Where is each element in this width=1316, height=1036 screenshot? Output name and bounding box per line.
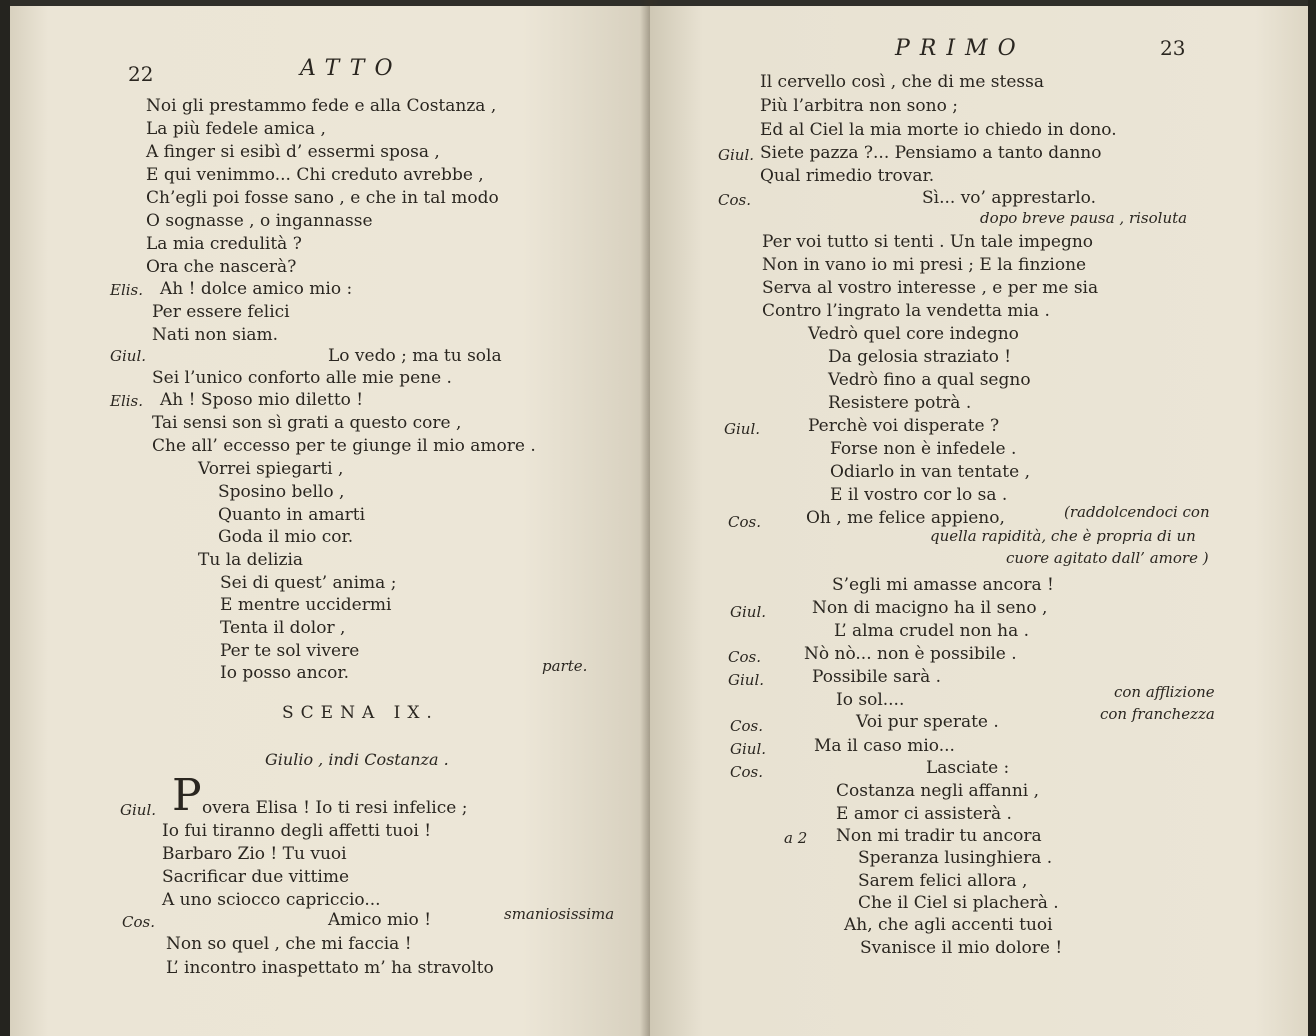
verse-line: Siete pazza ?... Pensiamo a tanto danno: [760, 143, 1102, 163]
verse-line: Resistere potrà .: [828, 393, 972, 413]
verse-line: L’ incontro inaspettato m’ ha stravolto: [166, 958, 494, 978]
verse-line: Sì... vo’ apprestarlo.: [922, 188, 1097, 208]
verse-line: S’egli mi amasse ancora !: [832, 575, 1054, 595]
verse-line: E il vostro cor lo sa .: [830, 485, 1008, 505]
book-edge-right: [1308, 0, 1316, 1036]
verse-line: Sei di quest’ anima ;: [220, 573, 397, 593]
speaker-label: Giul.: [730, 740, 767, 758]
verse-line: E mentre uccidermi: [220, 595, 392, 615]
verse-line: Goda il mio cor.: [218, 527, 354, 547]
verse-line: Svanisce il mio dolore !: [860, 938, 1063, 958]
verse-line: Non so quel , che mi faccia !: [166, 934, 412, 954]
verse-line: Più l’arbitra non sono ;: [760, 96, 958, 116]
verse-line: Voi pur sperate .: [856, 712, 999, 732]
speaker-label: Cos.: [728, 648, 761, 666]
verse-line: Speranza lusinghiera .: [858, 848, 1053, 868]
verse-line: Oh , me felice appieno,: [806, 508, 1005, 528]
verse-line: E qui venimmo... Chi creduto avrebbe ,: [146, 165, 484, 185]
verse-line: Io sol....: [836, 690, 905, 710]
stage-direction: quella rapidità, che è propria di un: [930, 527, 1196, 545]
verse-line: Vorrei spiegarti ,: [198, 459, 344, 479]
verse-line: Nati non siam.: [152, 325, 279, 345]
verse-line: Ah ! Sposo mio diletto !: [160, 390, 364, 410]
verse-line: Che all’ eccesso per te giunge il mio amore .: [152, 436, 536, 456]
verse-line: Forse non è infedele .: [830, 439, 1017, 459]
verse-line: Da gelosia straziato !: [828, 347, 1012, 367]
verse-line: Qual rimedio trovar.: [760, 166, 935, 186]
verse-line: Sacrificar due vittime: [162, 867, 350, 887]
verse-line: Quanto in amarti: [218, 505, 366, 525]
speaker-label: Cos.: [718, 191, 751, 209]
scene-title: SCENA IX.: [282, 703, 439, 723]
verse-line: Per voi tutto si tenti . Un tale impegno: [762, 232, 1094, 252]
stage-direction: smaniosissima: [504, 905, 615, 923]
stage-direction: con afflizione: [1114, 683, 1215, 701]
speaker-label: Cos.: [122, 913, 155, 931]
verse-line: Ma il caso mio...: [814, 736, 955, 756]
verse-line: Per te sol vivere: [220, 641, 360, 661]
verse-line: Ora che nascerà?: [146, 257, 297, 277]
page-number: 22: [128, 62, 154, 86]
verse-line: Sposino bello ,: [218, 482, 345, 502]
speaker-label: Giul.: [110, 347, 147, 365]
verse-line: Io fui tiranno degli affetti tuoi !: [162, 821, 432, 841]
right-page: [650, 6, 1308, 1036]
verse-line: Tu la delizia: [198, 550, 304, 570]
verse-line: L’ alma crudel non ha .: [834, 621, 1030, 641]
verse-line: Nò nò... non è possibile .: [804, 644, 1017, 664]
verse-line: A finger si esibì d’ essermi sposa ,: [146, 142, 440, 162]
running-header: PRIMO: [895, 36, 1026, 61]
verse-line: Non di macigno ha il seno ,: [812, 598, 1048, 618]
verse-line: E amor ci assisterà .: [836, 804, 1012, 824]
stage-direction: cuore agitato dall’ amore ): [1006, 549, 1209, 567]
speaker-label: Cos.: [728, 513, 761, 531]
page-number: 23: [1160, 36, 1186, 60]
verse-line: Odiarlo in van tentate ,: [830, 462, 1030, 482]
verse-line: Sarem felici allora ,: [858, 871, 1028, 891]
scene-cast: Giulio , indi Costanza .: [265, 750, 449, 769]
verse-line: Perchè voi disperate ?: [808, 416, 1000, 436]
verse-line: Io posso ancor.: [220, 663, 350, 683]
speaker-label: Giul.: [120, 801, 157, 819]
verse-line: Amico mio !: [328, 910, 432, 930]
speaker-label: Giul.: [728, 671, 765, 689]
verse-line: Ch’egli poi fosse sano , e che in tal modo: [146, 188, 499, 208]
drop-cap: P: [172, 770, 202, 821]
stage-direction: dopo breve pausa , risoluta: [980, 209, 1188, 227]
verse-line: Ah, che agli accenti tuoi: [844, 915, 1053, 935]
stage-direction: (raddolcendoci con: [1064, 503, 1210, 521]
verse-line: Serva al vostro interesse , e per me sia: [762, 278, 1099, 298]
verse-line: A uno sciocco capriccio...: [162, 890, 381, 910]
running-header: ATTO: [300, 56, 403, 81]
speaker-label: a 2: [784, 829, 808, 847]
verse-line: Barbaro Zio ! Tu vuoi: [162, 844, 347, 864]
verse-line: Che il Ciel si placherà .: [858, 893, 1059, 913]
left-page: [10, 6, 650, 1036]
verse-line: Costanza negli affanni ,: [836, 781, 1040, 801]
verse-line: Per essere felici: [152, 302, 290, 322]
verse-line: Possibile sarà .: [812, 667, 942, 687]
verse-line: overa Elisa ! Io ti resi infelice ;: [202, 798, 468, 818]
verse-line: Lo vedo ; ma tu sola: [328, 346, 502, 366]
speaker-label: Cos.: [730, 763, 763, 781]
stage-direction: parte.: [542, 657, 588, 675]
verse-line: Tai sensi son sì grati a questo core ,: [152, 413, 462, 433]
verse-line: La più fedele amica ,: [146, 119, 326, 139]
verse-line: Lasciate :: [926, 758, 1010, 778]
speaker-label: Cos.: [730, 717, 763, 735]
speaker-label: Giul.: [724, 420, 761, 438]
verse-line: La mia credulità ?: [146, 234, 302, 254]
verse-line: Non mi tradir tu ancora: [836, 826, 1042, 846]
verse-line: Ed al Ciel la mia morte io chiedo in dono.: [760, 120, 1117, 140]
verse-line: Vedrò quel core indegno: [808, 324, 1019, 344]
verse-line: O sognasse , o ingannasse: [146, 211, 373, 231]
speaker-label: Giul.: [718, 146, 755, 164]
verse-line: Contro l’ingrato la vendetta mia .: [762, 301, 1050, 321]
book-edge-left: [0, 0, 10, 1036]
verse-line: Ah ! dolce amico mio :: [160, 279, 353, 299]
verse-line: Tenta il dolor ,: [220, 618, 346, 638]
verse-line: Sei l’unico conforto alle mie pene .: [152, 368, 452, 388]
speaker-label: Elis.: [110, 392, 144, 410]
stage-direction: con franchezza: [1100, 705, 1215, 723]
verse-line: Noi gli prestammo fede e alla Costanza ,: [146, 96, 497, 116]
speaker-label: Giul.: [730, 603, 767, 621]
verse-line: Non in vano io mi presi ; E la finzione: [762, 255, 1087, 275]
speaker-label: Elis.: [110, 281, 144, 299]
verse-line: Vedrò fino a qual segno: [828, 370, 1031, 390]
verse-line: Il cervello così , che di me stessa: [760, 72, 1045, 92]
